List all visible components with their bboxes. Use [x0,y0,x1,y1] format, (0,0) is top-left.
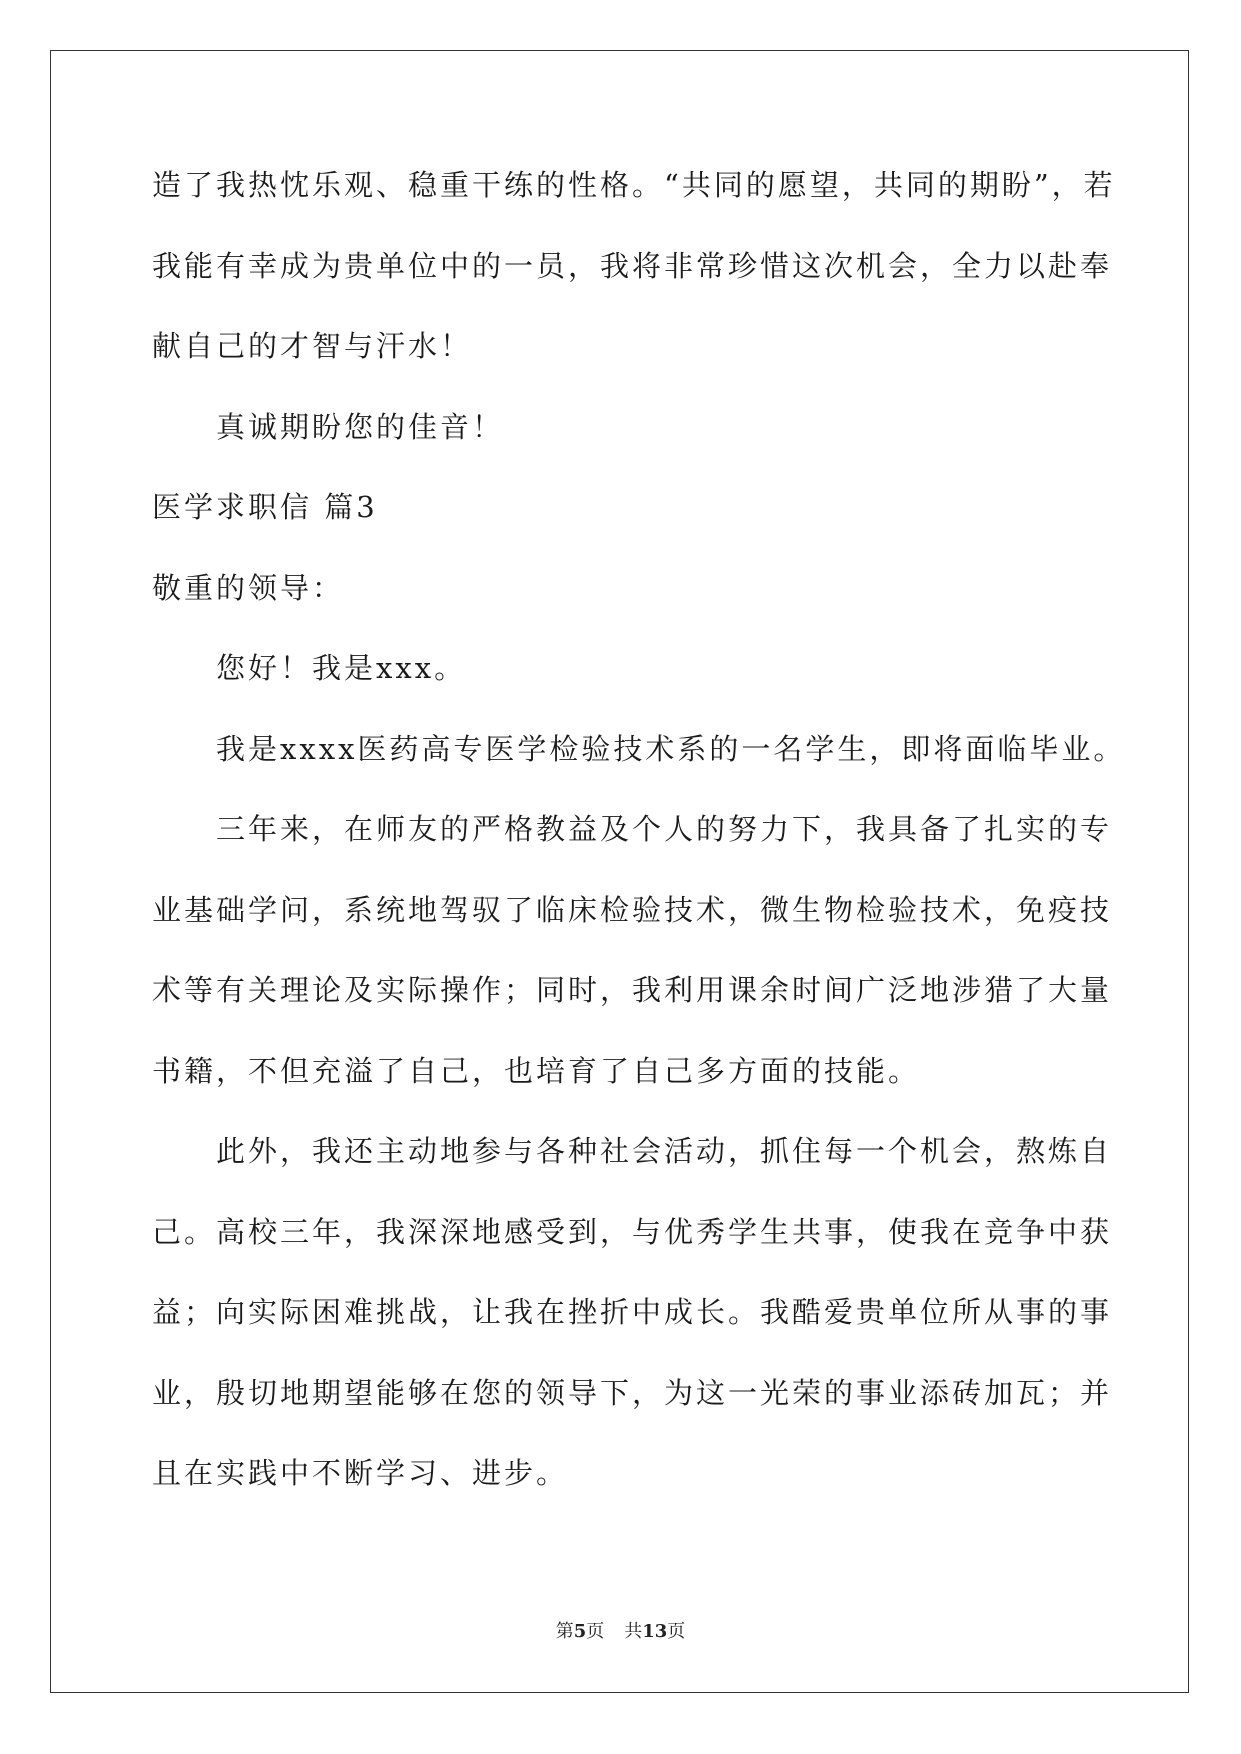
text-line: 献自己的才智与汗水！ [152,329,473,363]
page-current: 5 [573,1621,587,1642]
page-suffix: 页 [586,1621,605,1642]
total-suffix: 页 [667,1621,686,1642]
text-line: 且在实践中不断学习、进步。 [152,1456,569,1490]
text-line: 我能有幸成为贵单位中的一员，我将非常珍惜这次机会，全力以赴奉 [152,248,1113,283]
salutation: 敬重的领导： [152,570,345,605]
text-line: 术等有关理论及实际操作；同时，我利用课余时间广泛地涉猎了大量 [152,973,1113,1007]
page-footer [0,1620,1241,1644]
total-prefix: 共 [624,1621,643,1642]
text-line: 益；向实际困难挑战，让我在挫折中成长。我酷爱贵单位所从事的事 [152,1295,1113,1329]
text-line: 己。高校三年，我深深地感受到，与优秀学生共事，使我在竞争中获 [152,1214,1113,1249]
closing-line: 真诚期盼您的佳音！ [216,409,505,444]
text-line: 书籍，不但充溢了自己，也培育了自己多方面的技能。 [152,1053,921,1088]
text-line: 三年来，在师友的严格教益及个人的努力下，我具备了扎实的专 [216,812,1113,846]
text-line: 业基础学问，系统地驾驭了临床检验技术，微生物检验技术，免疫技 [152,892,1113,927]
section-heading: 医学求职信 篇3 [152,490,378,524]
text-line: 业，殷切地期望能够在您的领导下，为这一光荣的事业添砖加瓦；并 [152,1375,1113,1410]
greeting-line: 您好！我是xxx。 [216,651,467,685]
text-line: 我是xxxx医药高专医学检验技术系的一名学生，即将面临毕业。 [216,731,1126,766]
page-total: 13 [642,1621,668,1642]
text-line: 造了我热忱乐观、稳重干练的性格。“共同的愿望，共同的期盼”，若 [152,168,1116,202]
document-body [152,165,1126,1534]
page-prefix: 第 [555,1621,574,1642]
text-line: 此外，我还主动地参与各种社会活动，抓住每一个机会，熬炼自 [216,1134,1113,1168]
